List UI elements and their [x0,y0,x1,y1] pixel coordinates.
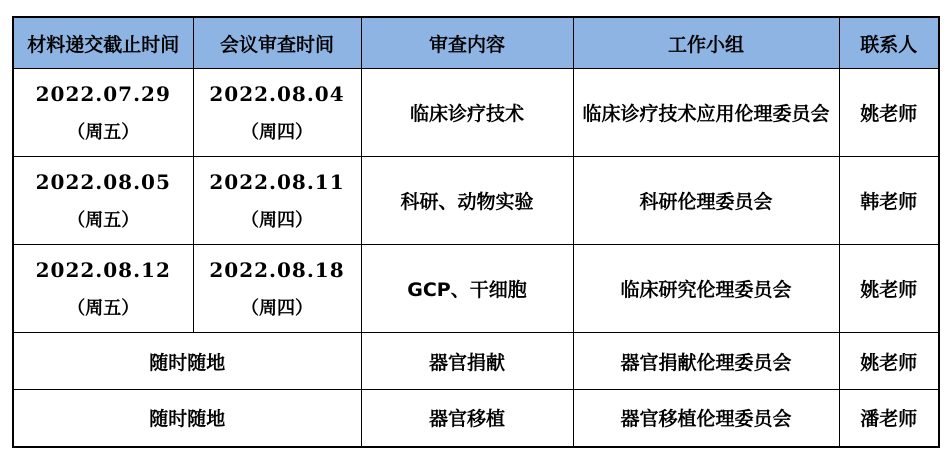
review-content-cell: 器官移植 [361,390,573,447]
working-group-cell: 器官捐献伦理委员会 [573,333,839,390]
table-row [13,157,939,245]
date-stack [14,169,193,231]
meeting-weekday: （周四） [241,297,313,319]
table-row [13,69,939,157]
submission-weekday: （周五） [67,209,140,231]
header-row [13,17,939,69]
header-cell-working-group: 工作小组 [573,17,839,69]
header-cell-review-content: 审查内容 [361,17,573,69]
working-group-cell: 临床诊疗技术应用伦理委员会 [573,69,839,157]
anytime-cell: 随时随地 [13,333,361,390]
date-stack [14,81,193,143]
anytime-cell: 随时随地 [13,390,361,447]
meeting-time-cell [193,69,361,157]
submission-deadline-cell [13,245,193,333]
meeting-weekday: （周四） [241,121,313,143]
meeting-time-cell [193,157,361,245]
submission-date: 2022.08.05 [35,169,171,194]
header-cell-meeting-review-time: 会议审查时间 [193,17,361,69]
contact-person-cell: 潘老师 [839,390,939,447]
table-row [13,245,939,333]
submission-date: 2022.08.12 [35,257,171,282]
date-stack [194,81,361,143]
contact-person-cell: 韩老师 [839,157,939,245]
submission-deadline-cell [13,157,193,245]
date-stack [194,169,361,231]
meeting-time-cell [193,245,361,333]
working-group-cell: 器官移植伦理委员会 [573,390,839,447]
contact-person-cell: 姚老师 [839,245,939,333]
meeting-weekday: （周四） [241,209,313,231]
working-group-cell: 临床研究伦理委员会 [573,245,839,333]
date-stack [194,257,361,319]
submission-weekday: （周五） [67,121,140,143]
ethics-review-schedule-table [12,16,940,448]
submission-deadline-cell [13,69,193,157]
review-content-cell: 器官捐献 [361,333,573,390]
working-group-cell: 科研伦理委员会 [573,157,839,245]
meeting-date: 2022.08.11 [209,169,345,194]
date-stack [14,257,193,319]
review-content-cell: GCP、干细胞 [361,245,573,333]
submission-date: 2022.07.29 [35,81,171,106]
header-cell-contact-person: 联系人 [839,17,939,69]
submission-weekday: （周五） [67,297,140,319]
table-row [13,390,939,447]
header-cell-submission-deadline: 材料递交截止时间 [13,17,193,69]
meeting-date: 2022.08.18 [209,257,345,282]
contact-person-cell: 姚老师 [839,69,939,157]
review-content-cell: 科研、动物实验 [361,157,573,245]
meeting-date: 2022.08.04 [209,81,345,106]
review-content-cell: 临床诊疗技术 [361,69,573,157]
table-row [13,333,939,390]
contact-person-cell: 姚老师 [839,333,939,390]
